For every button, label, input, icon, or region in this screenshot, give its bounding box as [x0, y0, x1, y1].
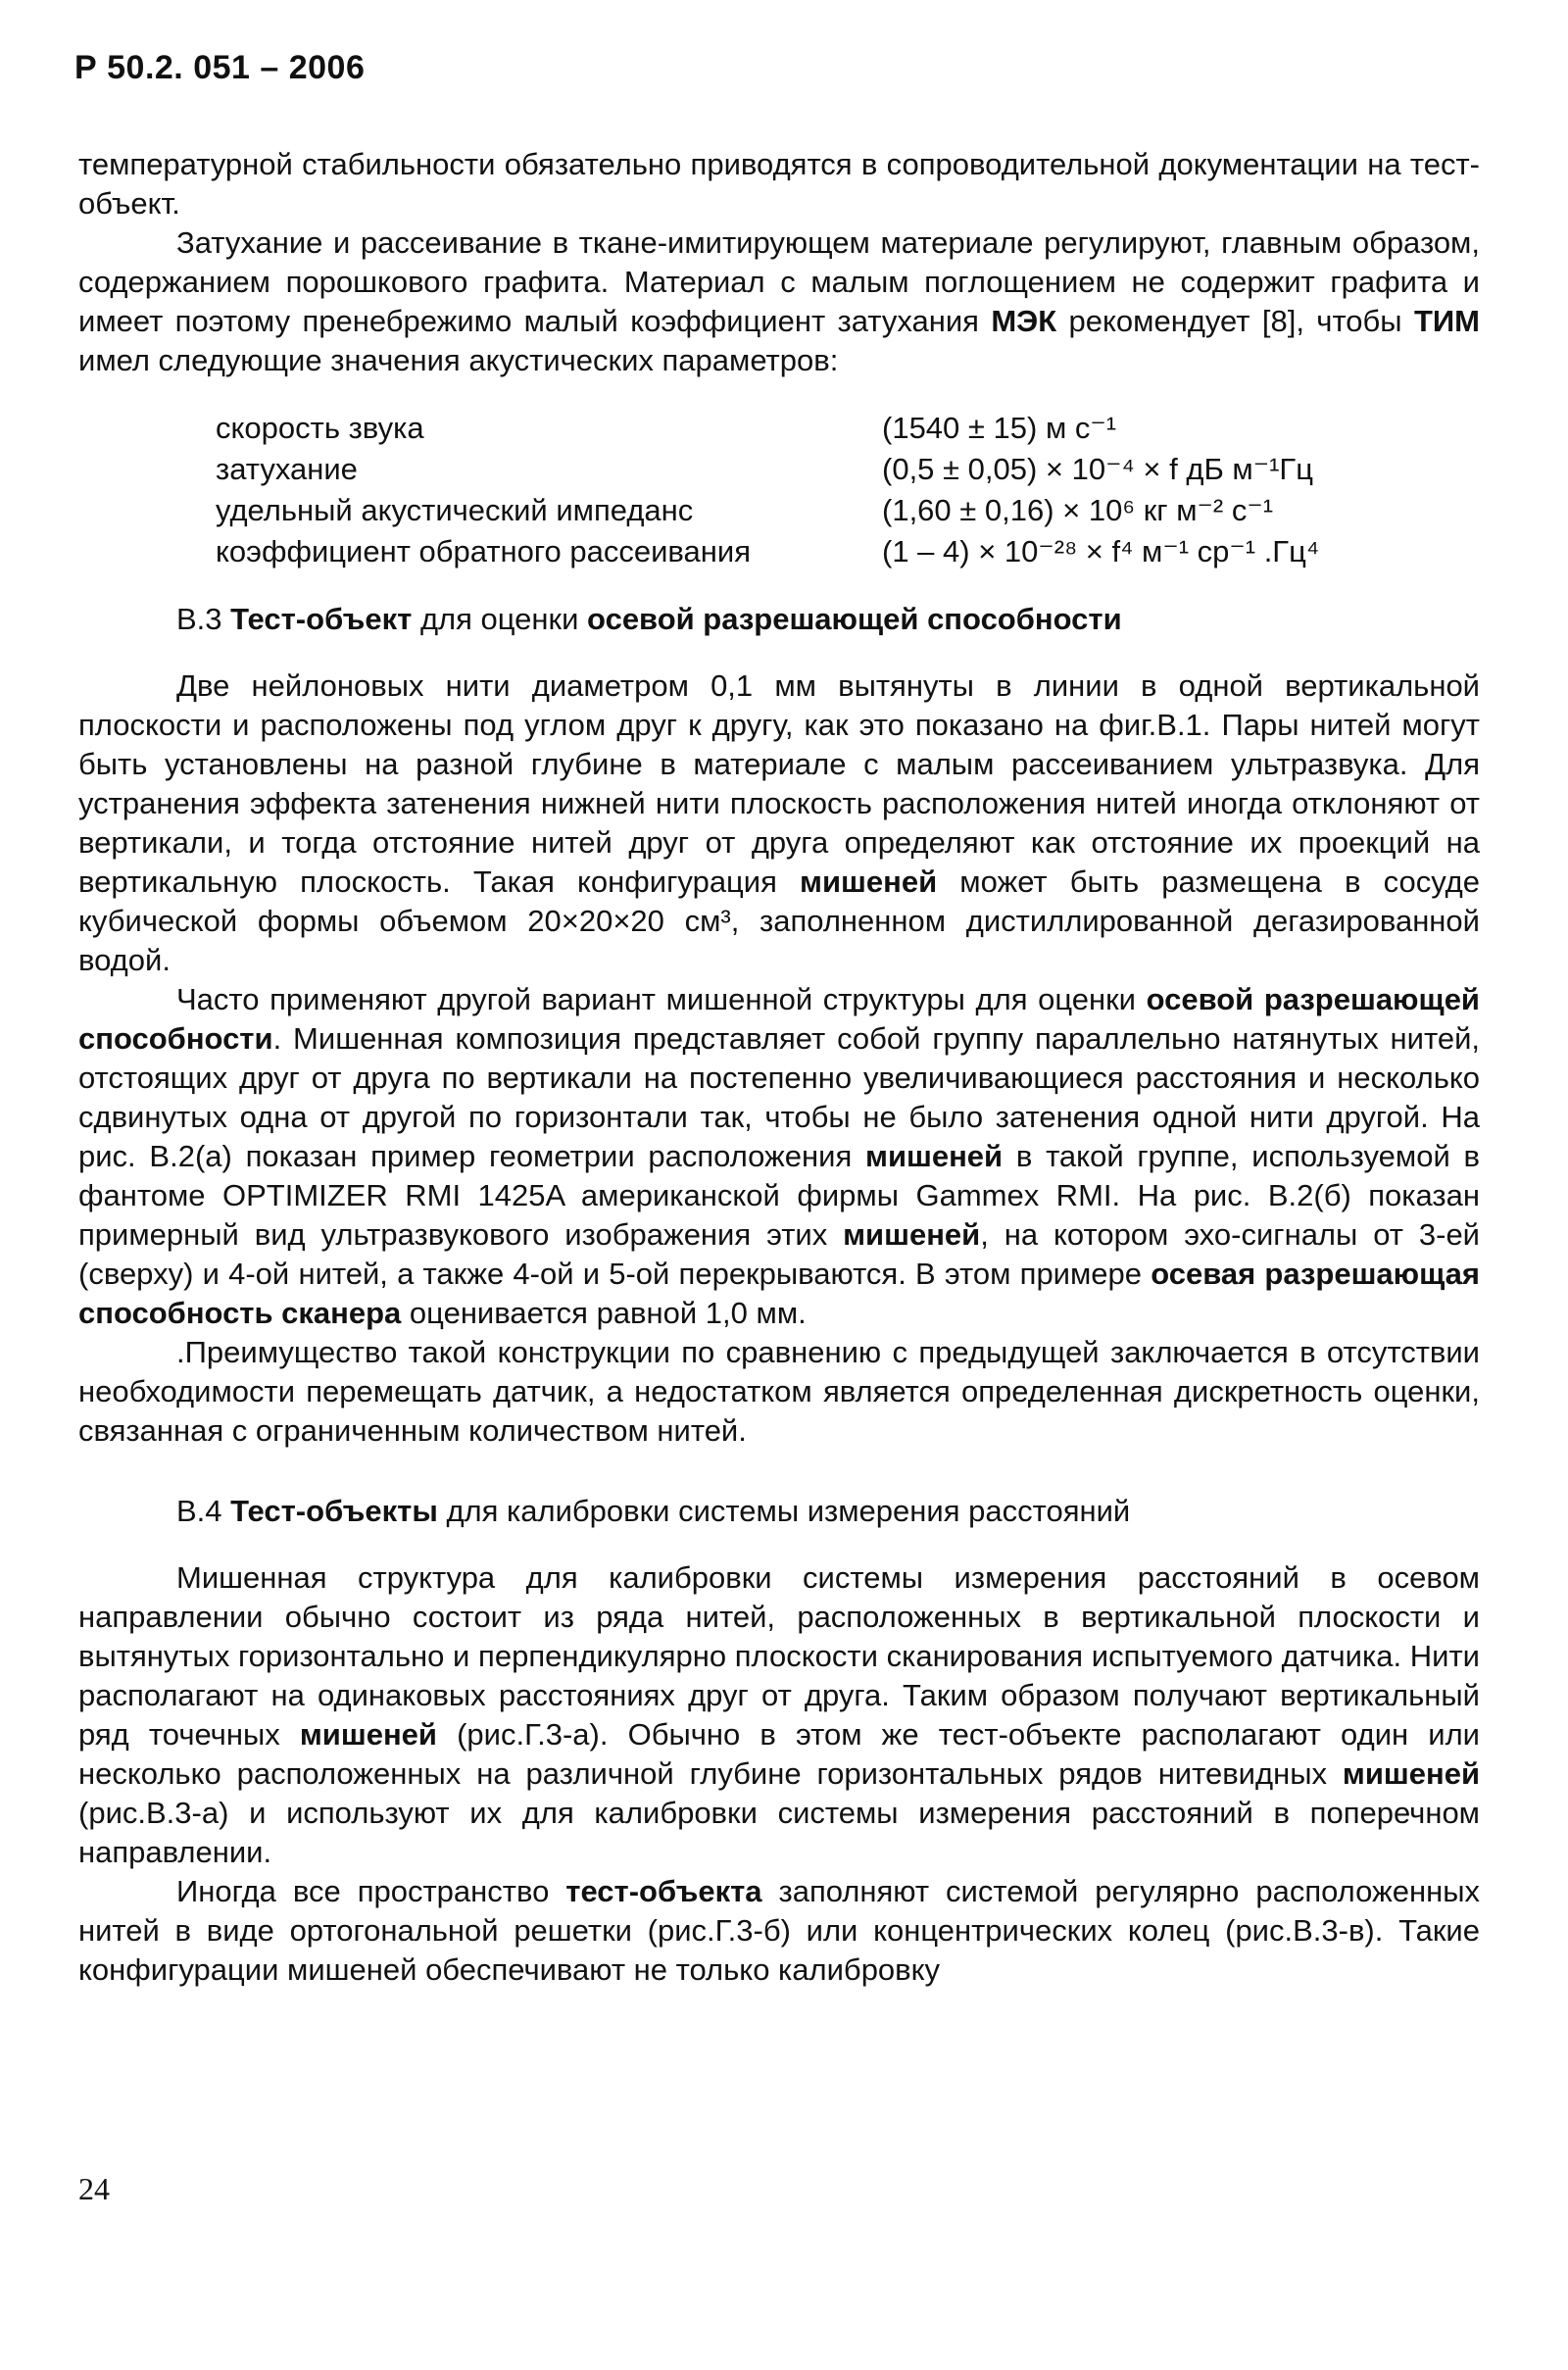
section-b4-paragraph-2: Иногда все пространство тест-объекта заполняют системой регулярно расположенных нитей в виде ортогональной решетки (рис.Г.3-б) или концентрических колец (рис.В.3-в). Такие конфигурации мишеней обеспечивают не только калибровку	[78, 1874, 1480, 1987]
parameter-value: (0,5 ± 0,05) × 10⁻⁴ × f дБ м⁻¹Гц	[882, 452, 1313, 486]
document-number-header: Р 50.2. 051 – 2006	[74, 49, 366, 86]
attenuation-paragraph: Затухание и рассеивание в ткане-имитирующем материале регулируют, главным образом, содержанием порошкового графита. Материал с малым поглощением не содержит графита и имеет поэтому пренебрежимо малый коэффициент затухания МЭК рекомендует [8], чтобы ТИМ имел следующие значения акустических параметров:	[78, 225, 1481, 377]
parameter-value: (1,60 ± 0,16) × 10⁶ кг м⁻² с⁻¹	[882, 493, 1274, 527]
acoustic-parameters-table	[216, 408, 1319, 572]
parameter-row	[216, 531, 1319, 572]
section-b3-paragraph-1: Две нейлоновых нити диаметром 0,1 мм вытянуты в линии в одной вертикальной плоскости и расположены под углом друг к другу, как это показано на фиг.В.1. Пары нитей могут быть установлены на разной глубине в материале с малым рассеиванием ультразвука. Для устранения эффекта затенения нижней нити плоскость расположения нитей иногда отклоняют от вертикали, и тогда отстояние нитей друг от друга определяют как отстояние их проекций на вертикальную плоскость. Такая конфигурация мишеней может быть размещена в сосуде кубической формы объемом 20×20×20 см³, заполненном дистиллированной дегазированной водой.	[78, 668, 1480, 977]
section-b3-paragraph-2: Часто применяют другой вариант мишенной структуры для оценки осевой разрешающей способности. Мишенная композиция представляет собой группу параллельно натянутых нитей, отстоящих друг от друга по вертикали на постепенно увеличивающиеся расстояния и несколько сдвинутых одна от другой по горизонтали так, чтобы не было затенения одной нити другой. На рис. В.2(а) показан пример геометрии расположения мишеней в такой группе, используемой в фантоме OPTIMIZER RMI 1425A американской фирмы Gammex RMI. На рис. В.2(б) показан примерный вид ультразвукового изображения этих мишеней, на котором эхо-сигналы от 3-ей (сверху) и 4-ой нитей, а также 4-ой и 5-ой перекрываются. В этом примере осевая разрешающая способность сканера оценивается равной 1,0 мм.	[78, 982, 1480, 1330]
parameter-name: удельный акустический импеданс	[216, 493, 694, 527]
parameter-value: (1 – 4) × 10⁻²⁸ × f⁴ м⁻¹ ср⁻¹ .Гц⁴	[882, 534, 1320, 568]
parameter-row	[216, 408, 1319, 449]
parameter-name: затухание	[216, 452, 358, 486]
section-b4-paragraph-1: Мишенная структура для калибровки системы измерения расстояний в осевом направлении обычно состоит из ряда нитей, расположенных в вертикальной плоскости и вытянутых горизонтально и перпендикулярно плоскости сканирования испытуемого датчика. Нити располагают на одинаковых расстояниях друг от друга. Таким образом получают вертикальный ряд точечных мишеней (рис.Г.3-а). Обычно в этом же тест-объекте располагают один или несколько расположенных на различной глубине горизонтальных рядов нитевидных мишеней (рис.В.3-а) и используют их для калибровки системы измерения расстояний в поперечном направлении.	[78, 1560, 1480, 1869]
page-number: 24	[78, 2171, 110, 2206]
parameter-row	[216, 490, 1319, 531]
parameter-row	[216, 449, 1319, 490]
parameter-name: скорость звука	[216, 411, 424, 445]
intro-paragraph: температурной стабильности обязательно приводятся в сопроводительной документации на тест-объект.	[78, 147, 1480, 221]
parameter-name: коэффициент обратного рассеивания	[216, 534, 751, 568]
parameter-value: (1540 ± 15) м с⁻¹	[882, 411, 1117, 445]
section-b3-paragraph-3: .Преимущество такой конструкции по сравнению с предыдущей заключается в отсутствии необходимости перемещать датчик, а недостатком является определенная дискретность оценки, связанная с ограниченным количеством нитей.	[78, 1335, 1480, 1448]
section-b3-title: В.3 Тест-объект для оценки осевой разрешающей способности	[176, 602, 1122, 636]
body-text	[78, 145, 1480, 1990]
section-b4-title: В.4 Тест-объекты для калибровки системы измерения расстояний	[176, 1494, 1131, 1528]
